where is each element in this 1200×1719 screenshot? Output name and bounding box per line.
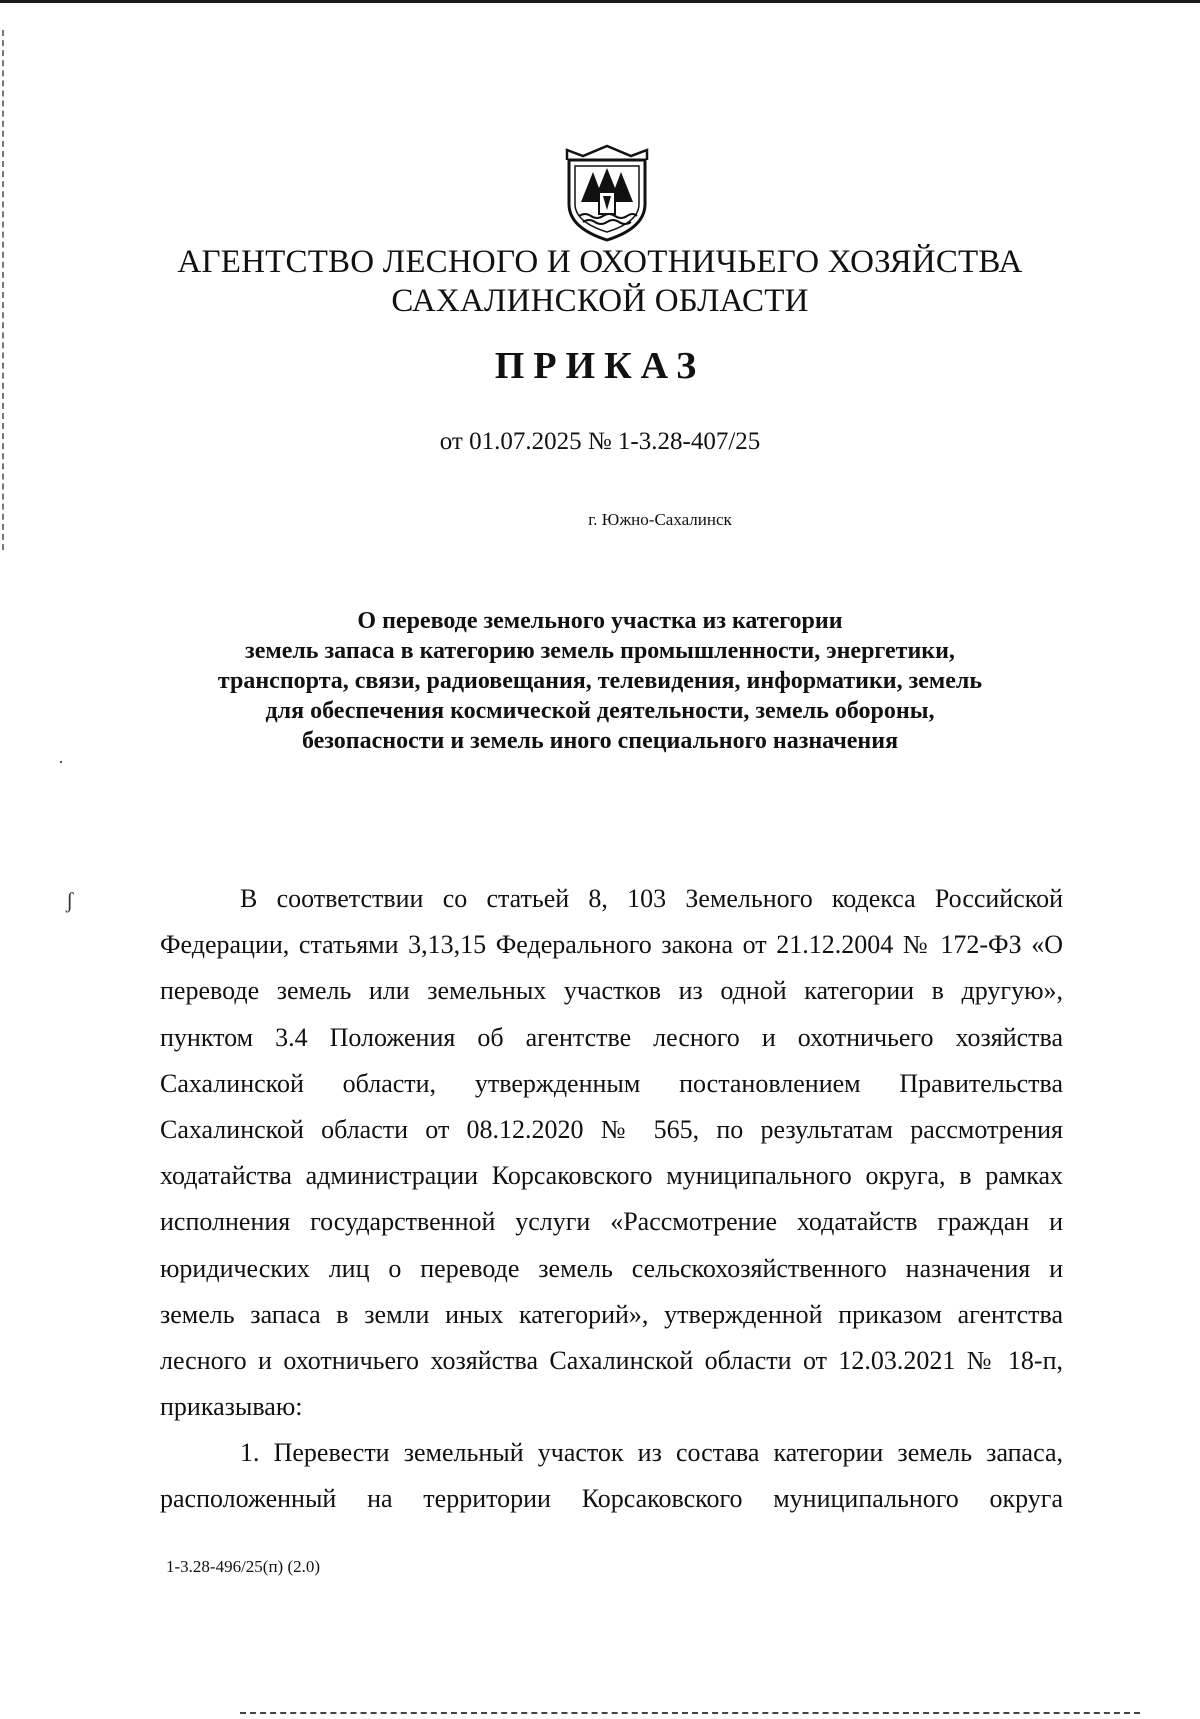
document-footer-code: 1-3.28-496/25(п) (2.0) [166, 1557, 321, 1576]
order-city: г. Южно-Сахалинск [588, 510, 732, 529]
body-line: ходатайства администрации Корсаковского муниципального округа, в рамках [160, 1161, 1063, 1191]
subject-line: транспорта, связи, радиовещания, телевидения, информатики, земель [217, 668, 983, 694]
scan-left-edge [2, 30, 6, 550]
order-body [160, 876, 1063, 1523]
body-line: Федерации, статьями 3,13,15 Федерального закона от 21.12.2004 № 172-ФЗ «О [160, 930, 1063, 960]
subject-line: земель запаса в категорию земель промышленности, энергетики, [245, 638, 955, 664]
agency-line-1: АГЕНТСТВО ЛЕСНОГО И ОХОТНИЧЬЕГО ХОЗЯЙСТВА [177, 244, 1023, 280]
subject-line: О переводе земельного участка из категории [357, 608, 843, 634]
body-line: переводе земель или земельных участков из одной категории в другую», [160, 976, 1063, 1006]
order-subject [150, 606, 1050, 756]
subject-line: для обеспечения космической деятельности, земель обороны, [265, 698, 935, 724]
margin-mark: ʃ [66, 888, 74, 913]
body-line: лесного и охотничьего хозяйства Сахалинской области от 12.03.2021 № 18-п, [160, 1345, 1063, 1375]
body-line: расположенный на территории Корсаковского муниципального округа [160, 1484, 1063, 1514]
body-line: пунктом 3.4 Положения об агентстве лесного и охотничьего хозяйства [160, 1022, 1063, 1052]
scan-bottom-edge [240, 1712, 1140, 1716]
subject-line: безопасности и земель иного специального назначения [301, 728, 899, 754]
body-line: Сахалинской области, утвержденным постановлением Правительства [160, 1068, 1063, 1098]
body-line: 1. Перевести земельный участок из состава категории земель запаса, [240, 1438, 1063, 1468]
scan-top-edge [0, 0, 1200, 3]
body-line: Сахалинской области от 08.12.2020 № 565, по результатам рассмотрения [160, 1114, 1063, 1144]
body-line: исполнения государственной услуги «Рассмотрение ходатайств граждан и [160, 1207, 1063, 1237]
body-line: приказываю: [160, 1392, 303, 1422]
body-line: В соответствии со статьей 8, 103 Земельного кодекса Российской [240, 884, 1063, 913]
order-date-number: от 01.07.2025 № 1-3.28-407/25 [439, 428, 761, 455]
sakhalin-coat-of-arms-icon [563, 142, 651, 242]
document-type-title: ПРИКАЗ [494, 345, 706, 387]
margin-mark: · [58, 752, 64, 772]
body-line: юридических лиц о переводе земель сельскохозяйственного назначения и [160, 1253, 1063, 1283]
body-line: земель запаса в земли иных категорий», утвержденной приказом агентства [160, 1299, 1063, 1329]
agency-line-2: САХАЛИНСКОЙ ОБЛАСТИ [391, 283, 809, 319]
agency-name [100, 243, 1100, 321]
